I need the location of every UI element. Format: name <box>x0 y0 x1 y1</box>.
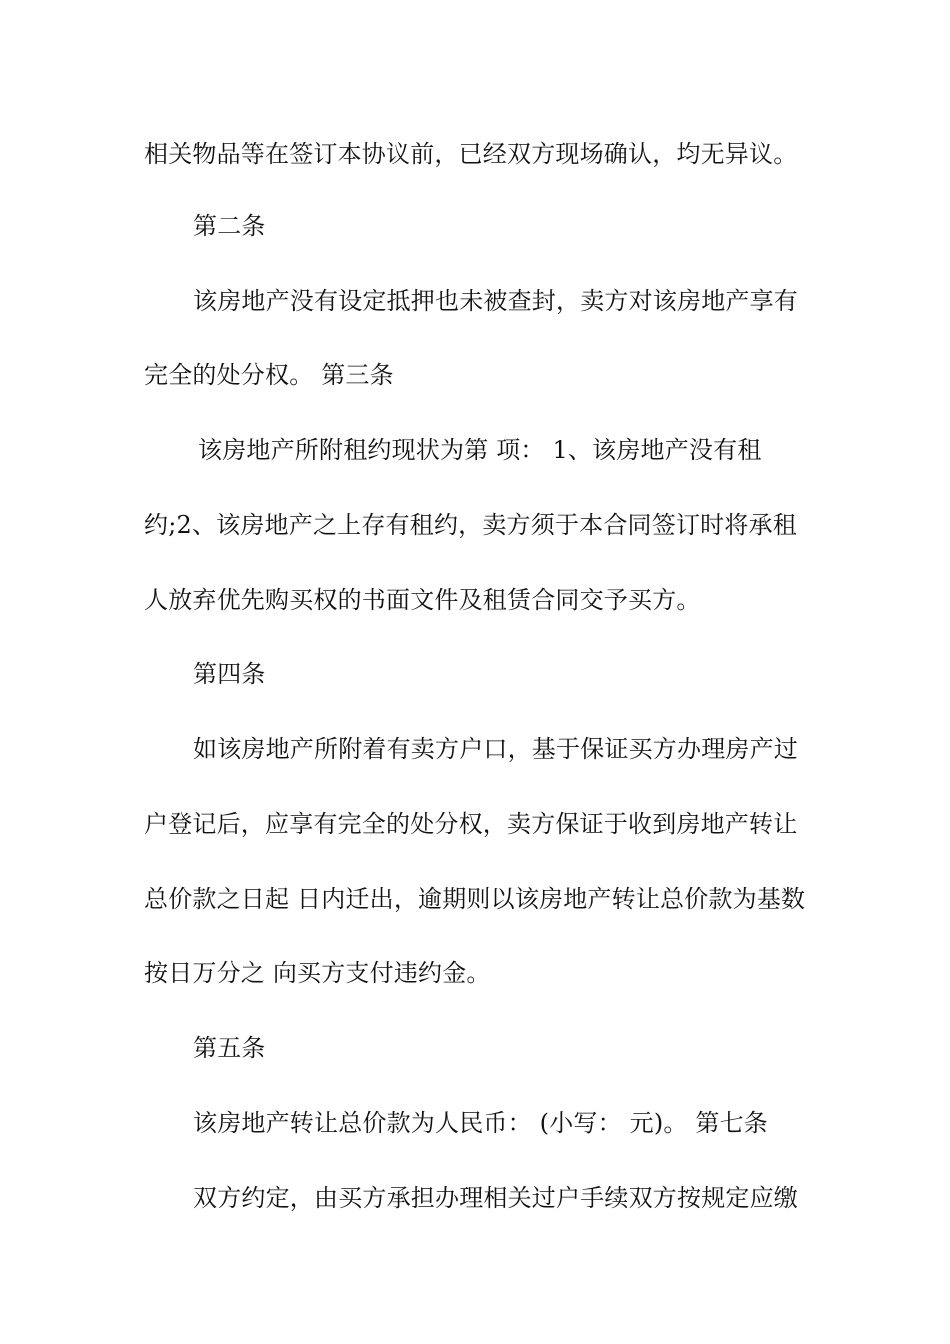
text-line-11: 总价款之日起 日内迁出，逾期则以该房地产转让总价款为基数 <box>144 885 806 913</box>
article-2-heading: 第二条 <box>193 212 266 240</box>
text-line-12: 按日万分之 向买方支付违约金。 <box>144 959 491 987</box>
text-line-3: 该房地产没有设定抵押也未被查封，卖方对该房地产享有 <box>193 287 798 315</box>
text-line-14: 该房地产转让总价款为人民币： (小写： 元)。 第七条 <box>193 1109 769 1137</box>
text-line-5: 该房地产所附租约现状为第 项： 1、该房地产没有租 <box>198 436 762 464</box>
text-line-15: 双方约定，由买方承担办理相关过户手续双方按规定应缴 <box>193 1184 798 1212</box>
text-line-9: 如该房地产所附着有卖方户口，基于保证买方办理房产过 <box>193 735 798 763</box>
text-line-1: 相关物品等在签订本协议前，已经双方现场确认，均无异议。 <box>144 140 798 168</box>
article-5-heading: 第五条 <box>193 1034 266 1062</box>
text-line-4: 完全的处分权。 第三条 <box>144 361 394 389</box>
text-line-6: 约;2、该房地产之上存有租约，卖方须于本合同签订时将承租 <box>144 511 797 539</box>
text-line-7: 人放弃优先购买权的书面文件及租赁合同交予买方。 <box>144 586 701 614</box>
article-4-heading: 第四条 <box>193 660 266 688</box>
text-line-10: 户登记后，应享有完全的处分权，卖方保证于收到房地产转让 <box>144 810 798 838</box>
